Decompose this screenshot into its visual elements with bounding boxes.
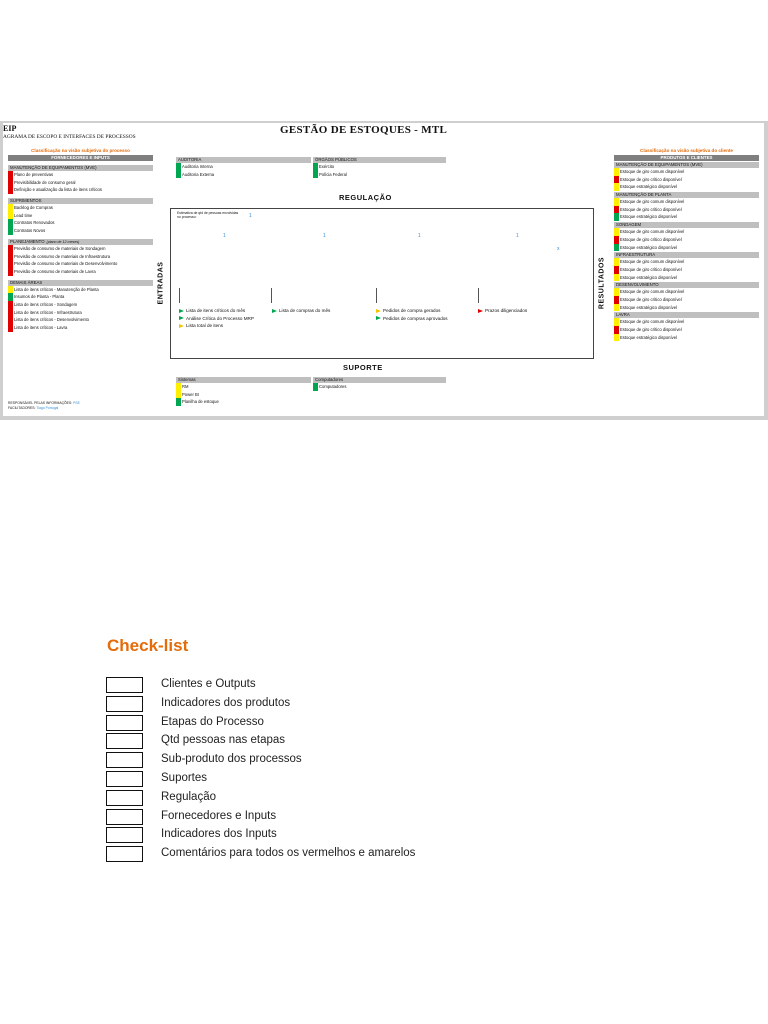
- list-item-label: Exército: [319, 164, 335, 169]
- arrow-icon: [272, 309, 277, 313]
- list-item-label: Estoque de giro crítico disponível: [620, 266, 682, 272]
- responsible-label: RESPONSÁVEL PELAS INFORMAÇÕES:: [8, 401, 73, 405]
- status-indicator: [614, 228, 619, 236]
- section-title-note: (plano de 12 meses): [46, 239, 80, 244]
- section-title: PLANEJAMENTO (plano de 12 meses): [8, 239, 153, 245]
- list-item-label: Estoque de giro crítico disponível: [620, 206, 682, 212]
- list-item-label: Previsão de consumo de materiais de Desenvolvimento: [14, 261, 118, 267]
- section: [614, 222, 759, 251]
- list-item-label: Estoque de giro crítico disponível: [620, 236, 682, 242]
- process-output: Lista de compras do mês: [272, 307, 330, 315]
- list-item: [313, 171, 446, 179]
- responsible-block: [8, 401, 80, 411]
- status-indicator: [8, 179, 13, 187]
- checklist-checkbox[interactable]: [106, 846, 143, 862]
- checklist-title: Check-list: [107, 636, 189, 655]
- status-indicator: [176, 171, 181, 179]
- diagram-subtitle: AGRAMA DE ESCOPO E INTERFACES DE PROCESSOS: [3, 134, 136, 140]
- status-indicator: [614, 236, 619, 244]
- step-people-count: 1: [516, 233, 519, 239]
- status-indicator: [614, 213, 619, 221]
- list-item: [8, 268, 153, 276]
- list-item-label: Auditoria Interna: [182, 164, 213, 169]
- checklist-checkbox[interactable]: [106, 715, 143, 731]
- list-item-label: Estoque estratégico disponível: [620, 274, 678, 280]
- section-title: SUPRIMENTOS: [8, 198, 153, 204]
- section: [614, 192, 759, 221]
- list-item: [8, 301, 153, 309]
- list-item: [614, 334, 759, 342]
- arrow-icon: [179, 309, 184, 313]
- clients-sections: [614, 162, 759, 341]
- support-box-sistemas: [176, 377, 311, 406]
- list-item-label: Previsão de consumo de materiais de Sondagem: [14, 245, 106, 251]
- checklist-checkbox[interactable]: [106, 752, 143, 768]
- process-step-1-outputs: [179, 307, 254, 330]
- list-item-label: Auditoria Externa: [182, 171, 215, 177]
- suppliers-sections: [8, 165, 153, 332]
- process-step-4-outputs: [478, 307, 527, 315]
- list-item: [614, 236, 759, 244]
- list-item-label: Estoque estratégico disponível: [620, 334, 678, 340]
- list-item: [614, 318, 759, 326]
- list-item: [614, 304, 759, 312]
- section: [614, 282, 759, 311]
- checklist-checkbox[interactable]: [106, 677, 143, 693]
- list-item: [8, 245, 153, 253]
- regulation-box-auditoria: [176, 157, 311, 178]
- status-indicator: [176, 163, 181, 171]
- section: [8, 198, 153, 235]
- checklist-item-label: Comentários para todos os vermelhos e amarelos: [161, 847, 416, 860]
- section-title: MANUTENÇÃO DE EQUIPAMENTOS (MVE): [614, 162, 759, 168]
- status-indicator: [313, 171, 318, 179]
- list-item: [8, 179, 153, 187]
- regulation-label: REGULAÇÃO: [339, 193, 392, 202]
- arrow-icon: [376, 309, 381, 313]
- checklist-item-label: Fornecedores e Inputs: [161, 809, 277, 822]
- status-indicator: [614, 206, 619, 214]
- status-indicator: [8, 268, 13, 276]
- list-item: [614, 326, 759, 334]
- list-item: [8, 260, 153, 268]
- status-indicator: [614, 326, 619, 334]
- status-indicator: [614, 334, 619, 342]
- list-item: [8, 286, 153, 294]
- process-end-mark: x: [557, 246, 560, 252]
- step-people-count: 1: [418, 233, 421, 239]
- list-item: [614, 258, 759, 266]
- list-item: [8, 324, 153, 332]
- list-item: [614, 183, 759, 191]
- support-items: [176, 383, 311, 406]
- list-item-label: Previsão de consumo de materiais de Lavra: [14, 268, 96, 274]
- status-indicator: [8, 309, 13, 317]
- list-item-label: Contratos Novos: [14, 228, 46, 234]
- people-estimate-label: Estimativa de qtd de pessoas envolvidas no processo:: [177, 211, 239, 219]
- people-estimate-value: 1: [249, 213, 252, 219]
- list-item-label: Estoque de giro comum disponível: [620, 289, 685, 295]
- list-item-label: Estoque de giro comum disponível: [620, 259, 685, 265]
- status-indicator: [614, 296, 619, 304]
- list-item-label: Estoque estratégico disponível: [620, 214, 678, 220]
- checklist-item-label: Sub-produto dos processos: [161, 753, 302, 766]
- list-item: [614, 168, 759, 176]
- status-indicator: [8, 316, 13, 324]
- right-column: [614, 148, 759, 341]
- checklist-checkbox[interactable]: [106, 790, 143, 806]
- checklist-item-label: Suportes: [161, 772, 208, 784]
- products-clients-header: PRODUTOS E CLIENTES: [614, 155, 759, 161]
- step-divider: [376, 288, 377, 303]
- list-item-label: RM: [182, 384, 189, 389]
- support-label: SUPORTE: [343, 363, 383, 372]
- left-column: [8, 148, 153, 332]
- list-item-label: Estoque de giro comum disponível: [620, 319, 685, 325]
- checklist-item-label: Etapas do Processo: [161, 715, 264, 728]
- list-item-label: Contratos Renovados: [14, 220, 55, 226]
- list-item-label: Planilha de estoque: [182, 399, 219, 405]
- list-item-label: Estoque de giro crítico disponível: [620, 296, 682, 302]
- list-item-label: Estoque de giro comum disponível: [620, 169, 685, 174]
- status-indicator: [8, 286, 13, 294]
- list-item-label: Previsão de consumo de materiais de Infraestrutura: [14, 253, 111, 259]
- support-box-computadores: [313, 377, 446, 391]
- process-output: Lista total de itens: [179, 322, 254, 330]
- list-item-label: Estoque de giro comum disponível: [620, 199, 685, 205]
- section-title: SONDAGEM: [614, 222, 759, 228]
- list-item-label: Lista de itens críticos - Infraestrutura: [14, 309, 82, 315]
- section: [614, 162, 759, 191]
- list-item-label: Plano de preventivas: [14, 172, 54, 177]
- resultados-label: RESULTADOS: [598, 256, 606, 310]
- status-indicator: [614, 304, 619, 312]
- list-item: [614, 266, 759, 274]
- status-indicator: [614, 274, 619, 282]
- list-item: [8, 186, 153, 194]
- checklist-checkbox[interactable]: [106, 827, 143, 843]
- process-step-3-outputs: [376, 307, 448, 322]
- list-item-label: Estoque estratégico disponível: [620, 244, 678, 250]
- process-output: Análise Crítica do Processo MRP: [179, 315, 254, 323]
- regulation-box-title: AUDITORIA: [176, 157, 311, 163]
- process-output: Lista de itens críticos do mês: [179, 307, 254, 315]
- list-item: [313, 163, 446, 171]
- list-item: [614, 206, 759, 214]
- list-item: [8, 212, 153, 220]
- step-divider: [478, 288, 479, 303]
- list-item: [8, 227, 153, 235]
- checklist-item-label: Indicadores dos produtos: [161, 696, 291, 709]
- status-indicator: [8, 293, 13, 301]
- status-indicator: [614, 198, 619, 206]
- suppliers-inputs-header: FORNECEDORES E INPUTS: [8, 155, 153, 161]
- status-indicator: [8, 204, 13, 212]
- list-item: [176, 163, 311, 171]
- status-indicator: [8, 171, 13, 179]
- list-item-label: Estoque de giro crítico disponível: [620, 176, 682, 182]
- support-box-title: Computadores: [313, 377, 446, 383]
- list-item-label: Computadores: [319, 384, 347, 389]
- checklist-item-label: Regulação: [161, 790, 216, 803]
- status-indicator: [614, 258, 619, 266]
- arrow-icon: [179, 324, 184, 328]
- step-divider: [271, 288, 272, 303]
- list-item: [8, 171, 153, 179]
- list-item-label: Lista de itens críticos - Manutenção de Planta: [14, 286, 99, 292]
- list-item-label: Polícia Federal: [319, 171, 347, 177]
- checklist-checkbox[interactable]: [106, 771, 143, 787]
- status-indicator: [614, 288, 619, 296]
- status-indicator: [614, 183, 619, 191]
- status-indicator: [176, 391, 181, 399]
- list-item-label: Backlog de Compras: [14, 205, 53, 211]
- status-indicator: [8, 260, 13, 268]
- list-item-label: Definição e atualização da lista de itens críticos: [14, 187, 102, 193]
- list-item: [614, 288, 759, 296]
- list-item: [614, 228, 759, 236]
- checklist-item-label: Qtd pessoas nas etapas: [161, 734, 286, 747]
- list-item: [8, 316, 153, 324]
- status-indicator: [614, 318, 619, 326]
- support-box-title: Sistemas: [176, 377, 311, 383]
- support-items: [313, 383, 446, 391]
- section-title: INFRAESTRUTURA: [614, 252, 759, 258]
- list-item-label: Insumos de Planta - Planta: [14, 294, 65, 300]
- status-indicator: [176, 398, 181, 406]
- status-indicator: [614, 266, 619, 274]
- eip-diagram-canvas: [3, 123, 764, 416]
- list-item-label: Estoque estratégico disponível: [620, 304, 678, 310]
- regulation-box-orgaos: [313, 157, 446, 178]
- section-title: DESENVOLVIMENTO: [614, 282, 759, 288]
- list-item: [8, 253, 153, 261]
- status-indicator: [8, 253, 13, 261]
- list-item: [176, 383, 311, 391]
- list-item-label: Lead time: [14, 212, 33, 218]
- list-item: [8, 293, 153, 301]
- step-people-count: 1: [223, 233, 226, 239]
- status-indicator: [176, 383, 181, 391]
- process-output: Pedidos de compras aprovados: [376, 315, 448, 323]
- list-item: [614, 244, 759, 252]
- list-item-label: Previsibilidade de consumo geral: [14, 179, 76, 185]
- facilitator-value: Tiago Portugal: [36, 406, 59, 410]
- list-item-label: Power BI: [182, 391, 199, 397]
- right-classification-note: Classificação na visão subjetiva do cliente: [640, 148, 733, 153]
- status-indicator: [8, 219, 13, 227]
- status-indicator: [614, 244, 619, 252]
- section: [614, 312, 759, 341]
- list-item: [176, 171, 311, 179]
- status-indicator: [8, 227, 13, 235]
- list-item: [614, 176, 759, 184]
- step-people-count: 1: [323, 233, 326, 239]
- list-item: [176, 398, 311, 406]
- checklist-checkbox[interactable]: [106, 696, 143, 712]
- page-title: GESTÃO DE ESTOQUES - MTL: [280, 124, 448, 136]
- status-indicator: [614, 168, 619, 176]
- list-item: [614, 296, 759, 304]
- checklist-item-label: Clientes e Outputs: [161, 678, 256, 690]
- list-item: [8, 219, 153, 227]
- checklist-item-label: Indicadores dos Inputs: [161, 828, 277, 841]
- list-item-label: Lista de itens críticos - Desenvolvimento: [14, 317, 89, 323]
- checklist-checkbox[interactable]: [106, 809, 143, 825]
- section: [8, 280, 153, 332]
- eip-diagram-sheet: [0, 121, 768, 420]
- facilitator-label: FACILITADORES:: [8, 406, 36, 410]
- status-indicator: [8, 186, 13, 194]
- list-item-label: Estoque de giro crítico disponível: [620, 327, 682, 332]
- list-item: [614, 213, 759, 221]
- section-title: MANUTENÇÃO DE PLANTA: [614, 192, 759, 198]
- section: [8, 165, 153, 194]
- status-indicator: [8, 324, 13, 332]
- step-divider: [179, 288, 180, 303]
- list-item-label: Lista de itens críticos - Sondagem: [14, 301, 78, 307]
- process-output: Pedidos de compra gerados: [376, 307, 448, 315]
- status-indicator: [313, 163, 318, 171]
- responsible-value: PSE: [73, 401, 80, 405]
- regulation-items: [313, 163, 446, 178]
- section-title: MANUTENÇÃO DE EQUIPAMENTOS (MVE): [8, 165, 153, 171]
- list-item: [614, 274, 759, 282]
- section: [8, 239, 153, 276]
- left-classification-note: Classificação na visão subjetiva do processo: [31, 148, 130, 153]
- arrow-icon: [376, 316, 381, 320]
- process-step-2-outputs: [272, 307, 330, 315]
- arrow-icon: [478, 309, 483, 313]
- section-title: DEMAIS ÁREAS: [8, 280, 153, 286]
- status-indicator: [8, 212, 13, 220]
- list-item-label: Lista de itens críticos - Lavra: [14, 325, 68, 330]
- status-indicator: [8, 245, 13, 253]
- arrow-icon: [179, 316, 184, 320]
- section-title: LAVRA: [614, 312, 759, 318]
- checklist-checkbox[interactable]: [106, 733, 143, 749]
- status-indicator: [313, 383, 318, 391]
- status-indicator: [614, 176, 619, 184]
- entradas-label: ENTRADAS: [157, 261, 165, 305]
- list-item: [8, 309, 153, 317]
- process-box: [170, 208, 594, 359]
- list-item-label: Estoque de giro comum disponível: [620, 229, 685, 235]
- section: [614, 252, 759, 281]
- diagram-code: EIP: [3, 124, 17, 133]
- list-item: [176, 391, 311, 399]
- process-output: Prazos diligenciados: [478, 307, 527, 315]
- list-item: [614, 198, 759, 206]
- list-item-label: Estoque estratégico disponível: [620, 184, 678, 190]
- regulation-box-title: ÓRGÃOS PÚBLICOS: [313, 157, 446, 163]
- list-item: [313, 383, 446, 391]
- regulation-items: [176, 163, 311, 178]
- list-item: [8, 204, 153, 212]
- status-indicator: [8, 301, 13, 309]
